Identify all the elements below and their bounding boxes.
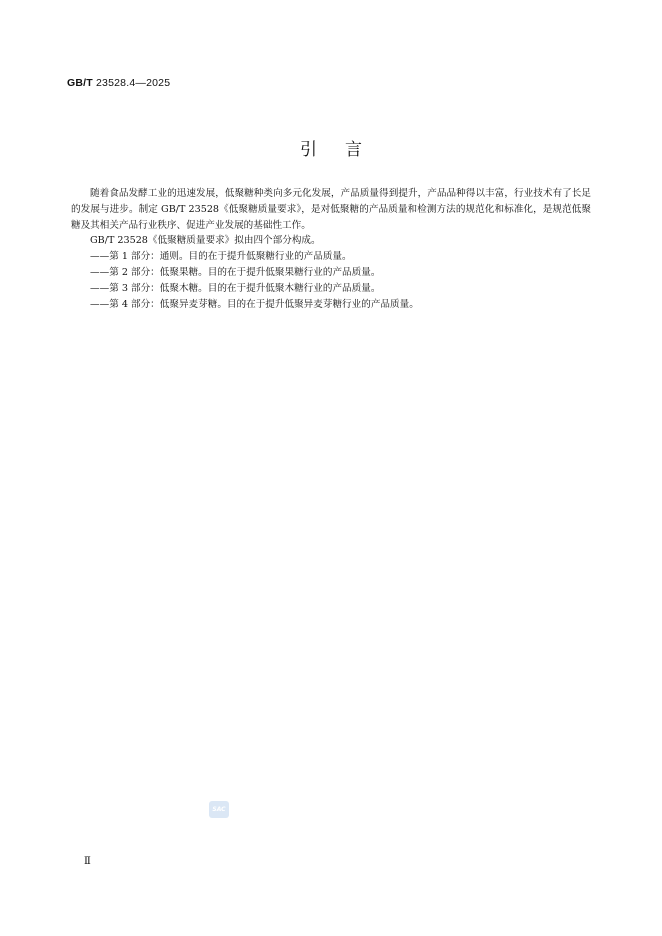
- paragraph-structure: GB/T 23528《低聚糖质量要求》拟由四个部分构成。: [90, 235, 321, 247]
- list-item-part-4: ——第 4 部分：低聚异麦芽糖。目的在于提升低聚异麦芽糖行业的产品质量。: [90, 298, 419, 310]
- page-number: Ⅱ: [84, 856, 91, 867]
- standard-prefix: GB/T: [67, 77, 93, 89]
- standard-code: [67, 77, 170, 89]
- page-title: 引言: [300, 140, 390, 160]
- introduction-body: [71, 186, 591, 312]
- watermark-label: SAC: [212, 806, 226, 813]
- list-item-part-1: ——第 1 部分：通则。目的在于提升低聚糖行业的产品质量。: [90, 251, 352, 263]
- list-item-part-3: ——第 3 部分：低聚木糖。目的在于提升低聚木糖行业的产品质量。: [90, 282, 381, 294]
- sac-watermark-logo: [209, 801, 229, 818]
- standard-number: 23528.4—2025: [96, 77, 171, 89]
- paragraph-intro: 随着食品发酵工业的迅速发展，低聚糖种类向多元化发展，产品质量得到提升，产品品种得以丰富，行业技术有了长足的发展与进步。制定 GB/T 23528《低聚糖质量要求》，是对低聚糖的产品质量和检测方法的规范化和标准化，是规范低聚糖及其相关产品行业秩序、促进产业发展的基础性工作。: [71, 188, 591, 231]
- list-item-part-2: ——第 2 部分：低聚果糖。目的在于提升低聚果糖行业的产品质量。: [90, 266, 381, 278]
